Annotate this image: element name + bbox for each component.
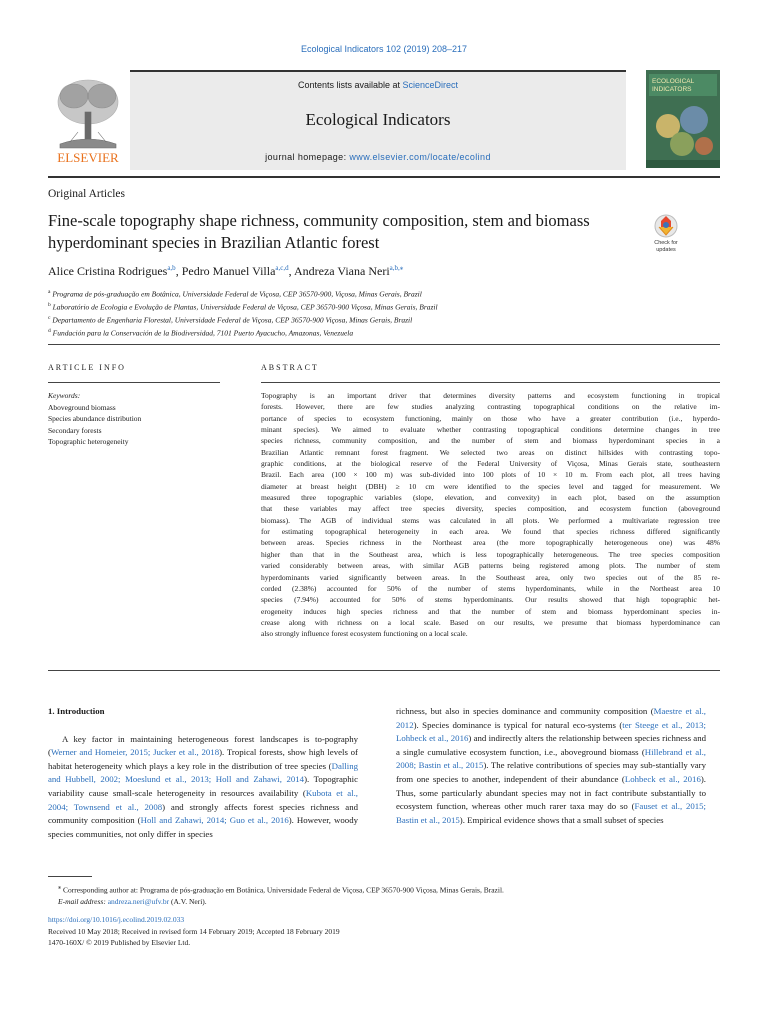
body-text: ) and strongly affects forest species richness and community composition ( (48, 801, 358, 826)
keyword-item: Secondary forests (48, 425, 102, 435)
author-name: Andreza Viana Neri (293, 264, 390, 278)
abstract-end-divider (48, 670, 720, 671)
affiliation-item: $^d$ Fundación para la Conservación de la Biodiversidad, 7101 Puerto Ayacucho, Amazonas, Venezuela (48, 328, 354, 338)
journal-reference[interactable]: Ecological Indicators 102 (2019) 208–217 (300, 44, 468, 54)
intro-paragraph-left (48, 733, 358, 842)
citation-link[interactable]: ter Steege et al., 2013; Lohbeck et al., 2016 (396, 719, 706, 744)
body-text: ). The relative contributions of species may sub-stantially vary from one species to another, independent of their abundance ( (396, 760, 706, 784)
header-divider (48, 176, 720, 178)
keywords-label: Keywords: (48, 391, 81, 400)
body-text: ). Topographic variability cause small-scale heterogeneity in resources availability ( (48, 774, 358, 798)
affiliation-item: $^c$ Departamento de Engenharia Florestal, Universidade Federal de Viçosa, CEP 36570-900 Viçosa, Minas Gerais, Brazil (48, 315, 413, 325)
author-email-link[interactable]: andreza.neri@ufv.br (107, 897, 170, 906)
check-badge-line1: Check for (654, 240, 678, 246)
homepage-link[interactable]: www.elsevier.com/locate/ecolind (349, 152, 491, 162)
abstract-text (261, 390, 720, 640)
author-affiliation-marker[interactable]: a,b (167, 264, 176, 272)
section-heading-introduction: 1. Introduction (48, 706, 105, 716)
citation-link[interactable]: Kubota et al., 2004; Townsend et al., 2008 (48, 787, 358, 812)
check-for-updates-badge[interactable] (645, 212, 687, 254)
abstract-line: species richness, community composition, and the number of stem and biomass hyperdominant species in a (261, 436, 720, 446)
front-matter-divider (48, 344, 720, 345)
journal-banner (130, 70, 626, 170)
elsevier-tree-icon (58, 80, 118, 148)
body-column-right (396, 705, 706, 827)
abstract-line: Topography is an important driver that determines diversity patterns and ecosystem functioning in tropical (261, 391, 720, 400)
citation-link[interactable]: Fauset et al., 2015; Bastin et al., 2015 (396, 801, 707, 825)
abstract-line: erogeneity induces high species richness and that the number of stem and biomass hyperdominant species in- (261, 606, 720, 616)
article-section: Original Articles (48, 188, 125, 200)
paper-title: Fine-scale topography shape richness, community composition, stem and biomass hyperdominant species in Brazilian Atlantic forest (48, 211, 590, 252)
affiliation-item: $^b$ Laboratório de Ecologia e Evolução de Plantas, Universidade Federal de Viçosa, CEP 36570-900 Viçosa, Minas Gerais, Brazil (48, 302, 438, 312)
citation-link[interactable]: Maestre et al., 2012 (396, 706, 707, 730)
journal-header (48, 70, 720, 170)
citation-link[interactable]: Dalling and Hubbell, 2002; Moeslund et al., 2013; Holl and Zahawi, 2014 (48, 760, 358, 785)
abstract-line: between areas. Species richness in the Northeast area (the more topographically heterogeneous one) was 48% (261, 538, 720, 548)
crossmark-icon (655, 215, 677, 237)
corresponding-author-line: ⁎ Corresponding author at: Programa de pós-graduação em Botânica, Universidade Federal de Viçosa, CEP 36570-900 Viçosa, Minas Gerais, Brazil. (58, 884, 504, 895)
article-metadata (48, 914, 340, 949)
abstract-line: that these variables may affect tree species diversity, species composition, and ecosystem function (aboveground (261, 504, 720, 514)
cover-title-line1: ECOLOGICAL (652, 78, 695, 85)
abstract-line: measured three topographic variables (slope, elevation, and convexity) in each plot, based on the assumption (261, 493, 720, 503)
abstract-line: crease along with richness on a local scale. Based on our results, we presume that biomass hyperdominance can (261, 617, 720, 627)
abstract-line: varied considerably between areas, with similar AGB patterns being registered among plots. The number of stem (261, 561, 720, 571)
keywords-block (48, 390, 141, 448)
abstract-heading: ABSTRACT (261, 363, 319, 372)
corresponding-author-footnote (48, 882, 720, 908)
body-text: ). Tropical forests, show high levels of habitat heterogeneity which plays a key role in the distribution of tree species ( (48, 747, 358, 771)
abstract-line: also strongly influence forest ecosystem functioning on a local scale. (261, 629, 468, 639)
contents-line: Contents lists available at ScienceDirect (297, 80, 459, 90)
author-affiliation-marker[interactable]: a,b,⁎ (389, 264, 404, 272)
body-text: ). Species dominance is typical for natural eco-systems ( (413, 719, 623, 730)
elsevier-logo[interactable] (48, 72, 128, 166)
abstract-line: diameter at breast height (DBH) ≥ 10 cm were identified to the species level and tagged for measurement. We (261, 481, 720, 491)
received-dates: Received 10 May 2018; Received in revised form 14 February 2019; Accepted 18 February 2019 (48, 926, 340, 936)
check-badge-line2: updates (656, 247, 676, 253)
abstract-line: portance of species to ecosystem functioning, mainly on those who have a greater contribution (i.e., hyperdo- (261, 413, 720, 423)
body-text: ). Thus, some particularly abundant species may not in fact contribute substantially to ecosystem function, whereas other much rarer taxa may do so ( (396, 773, 706, 812)
affiliation-item: $^a$ Programa de pós-graduação em Botânica, Universidade Federal de Viçosa, CEP 36570-900, Viçosa, Minas Gerais, Brazil (48, 289, 422, 299)
doi-link[interactable]: https://doi.org/10.1016/j.ecolind.2019.02.033 (48, 915, 185, 924)
keyword-item: Aboveground biomass (48, 402, 116, 412)
abstract-line: biomass). The AGB of individual stems was calculated in all plots. We performed a multivariate regression tree (261, 515, 720, 525)
body-text: richness, but also in species dominance and community composition ( (396, 706, 654, 716)
author-list: Alice Cristina Rodrigues$^{a,b}$, Pedro Manuel Villa$^{a,c,d}$, Andreza Viana Neri$^{a,b,⁎}$ (48, 264, 404, 278)
author-affiliation-marker[interactable]: a,c,d (275, 264, 289, 272)
citation-link[interactable]: Werner and Homeier, 2015; Jucker et al., 2018 (50, 747, 220, 758)
affiliation-list (48, 287, 438, 339)
footnote-divider (48, 876, 92, 877)
sciencedirect-link[interactable]: ScienceDirect (402, 80, 459, 90)
abstract-rule (261, 382, 720, 383)
abstract-line: graphic conditions, at the biological reserve of the Federal University of Viçosa, Minas Gerais state, southeastern (261, 459, 720, 469)
body-text: ) and indirectly alters the relationship between species richness and a single cumulative ecosystem function, i.e., aboveground biomass ( (396, 733, 706, 757)
journal-title: Ecological Indicators (305, 110, 451, 129)
keyword-item: Topographic heterogeneity (48, 437, 129, 446)
elsevier-wordmark: ELSEVIER (57, 150, 119, 165)
article-info-rule (48, 382, 220, 383)
body-column-left (48, 705, 358, 841)
abstract-line: minant species). We aimed to evaluate whether contrasting topographical conditions determine changes in tree (261, 425, 720, 435)
citation-link[interactable]: Holl and Zahawi, 2014; Guo et al., 2016 (140, 815, 289, 826)
abstract-line: hyperdominants varied significantly between areas. In the Southeast area, only two species out of the 85 re- (261, 572, 720, 582)
abstract-line: Brazil. Each area (100 × 100 m) was sub-divided into 100 plots of 10 × 10 m. From each plot, all trees having (261, 470, 720, 480)
homepage-line: journal homepage: www.elsevier.com/locate/ecolind (265, 152, 491, 162)
abstract-line: Brazilian Atlantic remnant forest fragment. We selected two areas on distinct hillsides with contrasting topo- (261, 447, 720, 457)
copyright-line: 1470-160X/ © 2019 Published by Elsevier Ltd. (48, 938, 191, 947)
email-line: E-mail address: andreza.neri@ufv.br (A.V. Neri). (58, 897, 207, 906)
author-name: Alice Cristina Rodrigues (48, 264, 168, 278)
article-info-heading: ARTICLE INFO (48, 363, 126, 372)
journal-cover-thumbnail[interactable] (646, 70, 720, 168)
intro-paragraph-right (396, 705, 706, 827)
abstract-line: forests. However, there are few studies analyzing contrasting topographical conditions on the relative im- (261, 402, 720, 412)
body-text: ). However, woody species communities, not only differ in species (48, 815, 358, 839)
keyword-item: Species abundance distribution (48, 414, 142, 423)
citation-link[interactable]: Hillebrand et al., 2008; Bastin et al., 2015 (396, 746, 706, 771)
abstract-line: for estimating topographical heterogeneity in each area. We found that species richness differed significantly (261, 527, 720, 537)
cover-title-line2: INDICATORS (652, 86, 692, 93)
abstract-line: corded (2.38%) accounted for 50% of the number of stems hyperdominants, while in the Northeast area 10 (261, 583, 720, 593)
body-text: ). Empirical evidence shows that a small subset of species (459, 814, 664, 825)
body-text: A key factor in maintaining heterogeneous forest landscapes is to-pography ( (48, 733, 358, 758)
author-name: Pedro Manuel Villa (181, 264, 276, 278)
citation-link[interactable]: Lohbeck et al., 2016 (624, 773, 701, 784)
abstract-line: species (7.94%) accounted for 50% of stems hyperdominants. Our results showed that high topographic het- (261, 595, 720, 605)
abstract-line: higher than that in the Southeast area, which is less topographically heterogeneous. The tree species composition (261, 549, 720, 559)
